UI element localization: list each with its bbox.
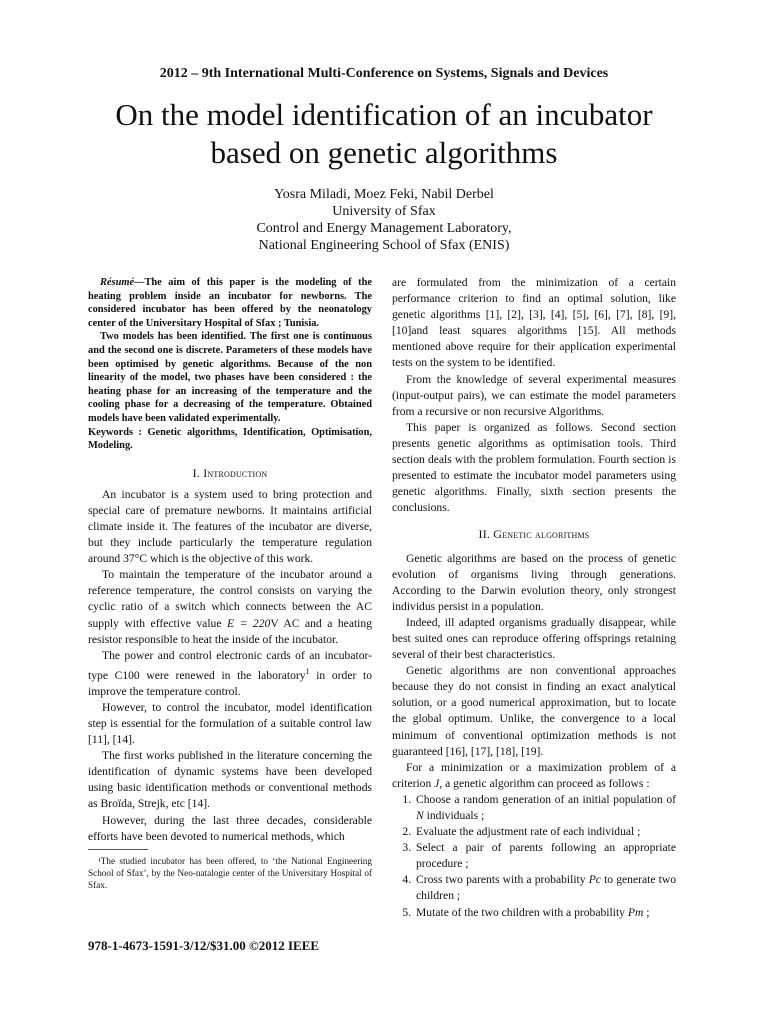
section-heading-introduction: I. Introduction (192, 465, 268, 480)
footnote: ¹The studied incubator has been offered, to ‘the National Engineering School of Sfax’, by the Neo-natalogie center of the Universitary Hospital of Sfax. (88, 856, 372, 890)
affiliation-school: National Engineering School of Sfax (ENIS) (258, 238, 510, 253)
right-column (392, 275, 676, 921)
intro-p5: The first works published in the literature concerning the identification of dynamic systems have been developed using basic identification methods or conventional methods as Broïda, Strejk, etc [14]. (88, 749, 372, 811)
title-line-1: On the model identification of an incubator (115, 97, 653, 132)
right-p1: are formulated from the minimization of a certain performance criterion to find an optimal solution, like genetic algorithms [1], [2], [3], [4], [5], [6], [7], [8], [9], [10]and least squares algorithms [15]. All methods mentioned above require for their application experimental tests on the system to be identified. (392, 276, 676, 370)
intro-p4: However, to control the incubator, model identification step is essential for the formulation of a suitable control law [11], [14]. (88, 700, 372, 747)
author-block (0, 186, 768, 254)
algorithm-steps (392, 792, 676, 921)
right-p4: Genetic algorithms are based on the process of genetic evolution of organisms living through generations. According to the Darwin evolution theory, only strongest individus persist in a population. (392, 551, 676, 613)
abstract-label: Résumé (100, 277, 135, 288)
right-p6: Genetic algorithms are non conventional approaches because they do not consist in finding an exact analytical solution, or a good numerical approximation, but to locate the global optimum. Unlike, the convergence to a local minimum of conventional optimization methods is not guaranteed [16], [17], [18], [19]. (392, 664, 676, 758)
left-column (88, 276, 372, 845)
title-line-2: based on genetic algorithms (210, 135, 558, 170)
right-p7: For a minimization or a maximization problem of a criterion J, a genetic algorithm can proceed as follows : (392, 760, 676, 790)
abstract-p2: Two models has been identified. The first one is continuous and the second one is discrete. Parameters of these models have been optimised by genetic algorithms. Because of the non linearity of the model, two phases have been considered : the heating phase for an increasing of the temperature and the cooling phase for a decreasing of the temperature. Obtained models have been validated experimentally. (88, 331, 372, 424)
paper-title (0, 96, 768, 172)
isbn-copyright: 978-1-4673-1591-3/12/$31.00 ©2012 IEEE (88, 938, 320, 953)
right-p5: Indeed, ill adapted organisms gradually disappear, while best suited ones can reproduce offering offsprings retaining several of their best characteristics. (392, 615, 676, 662)
math-e: E = 220 (227, 616, 271, 630)
right-p2: From the knowledge of several experimental measures (input-output pairs), we can estimate the model parameters from a recursive or non recursive Algorithms. (392, 372, 676, 418)
intro-p2: To maintain the temperature of the incubator around a reference temperature, the control consists on varying the cyclic ratio of a switch which connects between the AC supply with effective value E = 220V AC and a heating resistor responsible to heat the inside of the incubator. (88, 568, 372, 646)
intro-p3: The power and control electronic cards of an incubator-type C100 were renewed in the laboratory$^1$ in order to improve the temperature control. (88, 648, 372, 698)
step-item: 2. Evaluate the adjustment rate of each individual ; (414, 824, 676, 840)
right-p3: This paper is organized as follows. Second section presents genetic algorithms as optimisation tools. Third section deals with the problem formulation. Fourth section is presented to estimate the incubator model parameters using genetic algorithms. Finally, sixth section presents the conclusions. (392, 420, 676, 515)
affiliation-university: University of Sfax (332, 204, 436, 219)
footnote-rule (88, 849, 148, 850)
intro-p1: An incubator is a system used to bring protection and special care of premature newborns. It maintains artificial climate inside it. The features of the incubator are diverse, but they include particularly the temperature regulation around 37°C which is the objective of this work. (88, 487, 372, 566)
keywords: Keywords : Genetic algorithms, Identification, Optimisation, Modeling. (88, 426, 372, 452)
step-item: 4. Cross two parents with a probability Pc to generate two children ; (414, 872, 676, 904)
section-heading-genetic: II. Genetic algorithms (478, 527, 590, 542)
intro-p6: However, during the last three decades, considerable efforts have been devoted to numerical methods, which (88, 813, 372, 843)
step-item: 3. Select a pair of parents following an appropriate procedure ; (414, 840, 676, 872)
footnote-marker: 1 (305, 666, 310, 676)
author-names: Yosra Miladi, Moez Feki, Nabil Derbel (274, 187, 494, 202)
conference-header: 2012 – 9th International Multi-Conference on Systems, Signals and Devices (159, 66, 609, 81)
step-item: 1. Choose a random generation of an initial population of N individuals ; (414, 792, 676, 824)
affiliation-lab: Control and Energy Management Laboratory, (256, 221, 512, 236)
abstract (88, 276, 372, 453)
step-item: 5. Mutate of the two children with a probability Pm ; (414, 905, 676, 921)
abstract-p1: —The aim of this paper is the modeling of the heating problem inside an incubator for newborns. The considered incubator has been offered by the neonatology center of the Universitary Hospital of Sfax ; Tunisia. (88, 277, 372, 329)
math-j: J (434, 776, 440, 790)
